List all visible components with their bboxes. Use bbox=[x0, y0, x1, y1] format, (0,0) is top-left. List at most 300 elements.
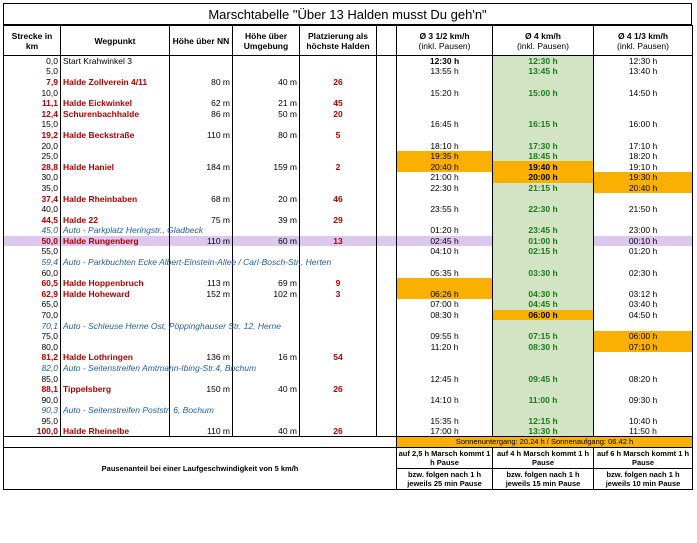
time-speed-3-cell: 17:10 h bbox=[594, 140, 693, 151]
time-speed-3-cell: 02:30 h bbox=[594, 267, 693, 278]
height-um-cell bbox=[233, 119, 300, 130]
time-speed-1-cell bbox=[397, 214, 493, 225]
placement-cell bbox=[300, 395, 377, 406]
placement-cell: 2 bbox=[300, 161, 377, 172]
header-km: Strecke in km bbox=[4, 26, 61, 56]
km-cell: 40,0 bbox=[4, 204, 61, 215]
time-speed-1-cell bbox=[397, 193, 493, 204]
height-um-cell bbox=[233, 87, 300, 98]
waypoint-cell: Auto - Seitenstreifen Amtmann-Ibing-Str.4, Bochum bbox=[61, 363, 170, 374]
footer-speed-3-b: bzw. folgen nach 1 h jeweils 10 min Pause bbox=[594, 469, 693, 490]
table-row bbox=[4, 130, 693, 141]
time-speed-3-cell: 14:50 h bbox=[594, 87, 693, 98]
time-speed-1-cell bbox=[397, 352, 493, 363]
time-speed-3-cell: 20:40 h bbox=[594, 183, 693, 194]
time-speed-3-cell: 04:50 h bbox=[594, 310, 693, 321]
time-speed-2-cell: 04:45 h bbox=[493, 299, 594, 310]
height-nn-cell bbox=[170, 151, 233, 162]
time-speed-1-cell: 06:26 h bbox=[397, 289, 493, 300]
gap-cell bbox=[377, 320, 397, 331]
gap-cell bbox=[377, 405, 397, 416]
table-row bbox=[4, 299, 693, 310]
waypoint-cell: Start Krahwinkel 3 bbox=[61, 56, 170, 67]
time-speed-1-cell: 17:00 h bbox=[397, 426, 493, 437]
time-speed-3-cell: 09:30 h bbox=[594, 395, 693, 406]
height-um-cell bbox=[233, 395, 300, 406]
time-speed-3-cell: 00:10 h bbox=[594, 236, 693, 247]
height-nn-cell bbox=[170, 416, 233, 427]
footer-row-1 bbox=[4, 448, 693, 469]
km-cell: 0,0 bbox=[4, 56, 61, 67]
km-cell: 81,2 bbox=[4, 352, 61, 363]
gap-cell bbox=[377, 183, 397, 194]
time-speed-3-cell: 21:50 h bbox=[594, 204, 693, 215]
header-row bbox=[4, 26, 693, 56]
height-nn-cell bbox=[170, 172, 233, 183]
table-body bbox=[4, 56, 693, 437]
km-cell: 95,0 bbox=[4, 416, 61, 427]
speed-1-sub: (inkl. Pausen) bbox=[418, 40, 471, 51]
waypoint-cell bbox=[61, 172, 170, 183]
time-speed-2-cell: 20:00 h bbox=[493, 172, 594, 183]
table-row bbox=[4, 257, 693, 268]
time-speed-1-cell: 21:00 h bbox=[397, 172, 493, 183]
waypoint-cell bbox=[61, 66, 170, 77]
height-um-cell: 40 m bbox=[233, 77, 300, 88]
time-speed-1-cell: 23:55 h bbox=[397, 204, 493, 215]
header-waypoint: Wegpunkt bbox=[61, 26, 170, 56]
km-cell: 90,3 bbox=[4, 405, 61, 416]
placement-cell bbox=[300, 204, 377, 215]
placement-cell bbox=[300, 331, 377, 342]
km-cell: 45,0 bbox=[4, 225, 61, 236]
height-um-cell bbox=[233, 246, 300, 257]
waypoint-cell bbox=[61, 416, 170, 427]
height-nn-cell bbox=[170, 87, 233, 98]
km-cell: 85,0 bbox=[4, 373, 61, 384]
gap-cell bbox=[377, 66, 397, 77]
time-speed-3-cell: 11:50 h bbox=[594, 426, 693, 437]
height-nn-cell bbox=[170, 246, 233, 257]
km-cell: 75,0 bbox=[4, 331, 61, 342]
speed-2-title: Ø 4 km/h bbox=[525, 30, 561, 41]
time-speed-2-cell: 23:45 h bbox=[493, 225, 594, 236]
time-speed-2-cell bbox=[493, 98, 594, 109]
table-row bbox=[4, 236, 693, 247]
time-speed-2-cell: 21:15 h bbox=[493, 183, 594, 194]
table-row bbox=[4, 310, 693, 321]
time-speed-3-cell: 23:00 h bbox=[594, 225, 693, 236]
table-row bbox=[4, 416, 693, 427]
time-speed-3-cell: 18:20 h bbox=[594, 151, 693, 162]
header-um: Höhe über Umgebung bbox=[233, 26, 300, 56]
time-speed-1-cell: 01:20 h bbox=[397, 225, 493, 236]
table-row bbox=[4, 193, 693, 204]
time-speed-2-cell: 12:15 h bbox=[493, 416, 594, 427]
time-speed-2-cell bbox=[493, 108, 594, 119]
speed-3-title: Ø 4 1/3 km/h bbox=[617, 30, 669, 41]
height-nn-cell bbox=[170, 299, 233, 310]
time-speed-3-cell bbox=[594, 278, 693, 289]
time-speed-3-cell bbox=[594, 108, 693, 119]
time-speed-1-cell: 12:45 h bbox=[397, 373, 493, 384]
km-cell: 100,0 bbox=[4, 426, 61, 437]
time-speed-2-cell: 09:45 h bbox=[493, 373, 594, 384]
header-speed-1 bbox=[397, 26, 493, 56]
gap-cell bbox=[377, 161, 397, 172]
speed-1-title: Ø 3 1/2 km/h bbox=[419, 30, 470, 41]
placement-cell bbox=[300, 119, 377, 130]
time-speed-3-cell: 13:40 h bbox=[594, 66, 693, 77]
table-row bbox=[4, 98, 693, 109]
gap-cell bbox=[377, 151, 397, 162]
height-nn-cell bbox=[170, 267, 233, 278]
waypoint-cell: Schurenbachhalde bbox=[61, 108, 170, 119]
gap-cell bbox=[377, 257, 397, 268]
height-nn-cell: 184 m bbox=[170, 161, 233, 172]
table-row bbox=[4, 352, 693, 363]
waypoint-cell: Halde Rheinelbe bbox=[61, 426, 170, 437]
gap-cell bbox=[377, 395, 397, 406]
time-speed-2-cell bbox=[493, 77, 594, 88]
km-cell: 60,5 bbox=[4, 278, 61, 289]
table-row bbox=[4, 66, 693, 77]
height-nn-cell bbox=[170, 140, 233, 151]
footer-speed-2-b: bzw. folgen nach 1 h jeweils 15 min Pause bbox=[493, 469, 594, 490]
height-nn-cell bbox=[170, 56, 233, 67]
gap-cell bbox=[377, 193, 397, 204]
gap-cell bbox=[377, 130, 397, 141]
table-row bbox=[4, 183, 693, 194]
height-um-cell bbox=[233, 331, 300, 342]
gap-cell bbox=[377, 331, 397, 342]
footer-speed-3-a: auf 6 h Marsch kommt 1 h Pause bbox=[594, 448, 693, 469]
time-speed-3-cell bbox=[594, 363, 693, 374]
speed-2-sub: (inkl. Pausen) bbox=[517, 40, 569, 51]
sun-times: Sonnenuntergang: 20.24 h / Sonnenaufgang: 06.42 h bbox=[397, 437, 693, 448]
height-nn-cell bbox=[170, 183, 233, 194]
waypoint-cell: Halde Rheinbaben bbox=[61, 193, 170, 204]
time-speed-1-cell bbox=[397, 130, 493, 141]
time-speed-2-cell: 15:00 h bbox=[493, 87, 594, 98]
time-speed-2-cell: 04:30 h bbox=[493, 289, 594, 300]
time-speed-2-cell: 18:45 h bbox=[493, 151, 594, 162]
placement-cell bbox=[300, 183, 377, 194]
height-nn-cell bbox=[170, 204, 233, 215]
time-speed-1-cell bbox=[397, 320, 493, 331]
table-row bbox=[4, 56, 693, 67]
gap-cell bbox=[377, 373, 397, 384]
waypoint-cell: Auto - Schleuse Herne Ost, Pöppinghauser Str. 12, Herne bbox=[61, 320, 170, 331]
placement-cell bbox=[300, 87, 377, 98]
placement-cell bbox=[300, 151, 377, 162]
time-speed-1-cell: 04:10 h bbox=[397, 246, 493, 257]
gap-cell bbox=[377, 214, 397, 225]
waypoint-cell bbox=[61, 373, 170, 384]
time-speed-1-cell: 05:35 h bbox=[397, 267, 493, 278]
time-speed-1-cell: 15:35 h bbox=[397, 416, 493, 427]
height-nn-cell: 110 m bbox=[170, 426, 233, 437]
placement-cell bbox=[300, 56, 377, 67]
km-cell: 19,2 bbox=[4, 130, 61, 141]
table-row bbox=[4, 373, 693, 384]
gap-cell bbox=[377, 98, 397, 109]
time-speed-1-cell: 12:30 h bbox=[397, 56, 493, 67]
km-cell: 25,0 bbox=[4, 151, 61, 162]
km-cell: 35,0 bbox=[4, 183, 61, 194]
time-speed-1-cell: 18:10 h bbox=[397, 140, 493, 151]
height-nn-cell bbox=[170, 395, 233, 406]
height-um-cell bbox=[233, 225, 300, 236]
waypoint-cell bbox=[61, 299, 170, 310]
time-speed-2-cell: 19:40 h bbox=[493, 161, 594, 172]
sun-row bbox=[4, 437, 693, 448]
table-row bbox=[4, 320, 693, 331]
height-nn-cell: 110 m bbox=[170, 236, 233, 247]
height-um-cell: 80 m bbox=[233, 130, 300, 141]
march-table bbox=[3, 25, 693, 490]
placement-cell bbox=[300, 310, 377, 321]
time-speed-3-cell bbox=[594, 257, 693, 268]
km-cell: 90,0 bbox=[4, 395, 61, 406]
placement-cell bbox=[300, 342, 377, 353]
time-speed-1-cell: 07:00 h bbox=[397, 299, 493, 310]
time-speed-3-cell: 16:00 h bbox=[594, 119, 693, 130]
time-speed-2-cell bbox=[493, 405, 594, 416]
height-um-cell bbox=[233, 172, 300, 183]
gap-cell bbox=[377, 384, 397, 395]
km-cell: 55,0 bbox=[4, 246, 61, 257]
placement-cell bbox=[300, 246, 377, 257]
time-speed-1-cell: 19:35 h bbox=[397, 151, 493, 162]
time-speed-2-cell bbox=[493, 363, 594, 374]
gap-cell bbox=[377, 342, 397, 353]
waypoint-cell bbox=[61, 310, 170, 321]
placement-cell: 20 bbox=[300, 108, 377, 119]
height-um-cell bbox=[233, 204, 300, 215]
placement-cell bbox=[300, 66, 377, 77]
waypoint-cell: Halde Hoheward bbox=[61, 289, 170, 300]
waypoint-cell: Halde Eickwinkel bbox=[61, 98, 170, 109]
gap-cell bbox=[377, 56, 397, 67]
km-cell: 70,1 bbox=[4, 320, 61, 331]
km-cell: 5,0 bbox=[4, 66, 61, 77]
height-nn-cell: 68 m bbox=[170, 193, 233, 204]
table-row bbox=[4, 363, 693, 374]
waypoint-cell: Auto - Seitenstreifen Poststr. 6, Bochum bbox=[61, 405, 170, 416]
time-speed-2-cell: 16:15 h bbox=[493, 119, 594, 130]
km-cell: 7,9 bbox=[4, 77, 61, 88]
placement-cell: 45 bbox=[300, 98, 377, 109]
time-speed-2-cell: 17:30 h bbox=[493, 140, 594, 151]
km-cell: 70,0 bbox=[4, 310, 61, 321]
km-cell: 11,1 bbox=[4, 98, 61, 109]
gap-cell bbox=[377, 352, 397, 363]
time-speed-2-cell: 03:30 h bbox=[493, 267, 594, 278]
height-um-cell: 60 m bbox=[233, 236, 300, 247]
waypoint-cell bbox=[61, 204, 170, 215]
time-speed-1-cell: 11:20 h bbox=[397, 342, 493, 353]
time-speed-2-cell bbox=[493, 384, 594, 395]
time-speed-2-cell bbox=[493, 193, 594, 204]
height-nn-cell: 75 m bbox=[170, 214, 233, 225]
km-cell: 60,0 bbox=[4, 267, 61, 278]
km-cell: 65,0 bbox=[4, 299, 61, 310]
waypoint-cell: Halde Rungenberg bbox=[61, 236, 170, 247]
time-speed-1-cell: 02:45 h bbox=[397, 236, 493, 247]
table-row bbox=[4, 384, 693, 395]
time-speed-2-cell: 11:00 h bbox=[493, 395, 594, 406]
time-speed-3-cell: 03:12 h bbox=[594, 289, 693, 300]
time-speed-3-cell bbox=[594, 77, 693, 88]
height-nn-cell bbox=[170, 331, 233, 342]
time-speed-2-cell: 07:15 h bbox=[493, 331, 594, 342]
time-speed-3-cell: 07:10 h bbox=[594, 342, 693, 353]
height-um-cell bbox=[233, 267, 300, 278]
time-speed-1-cell bbox=[397, 77, 493, 88]
placement-cell: 3 bbox=[300, 289, 377, 300]
gap-cell bbox=[377, 289, 397, 300]
height-um-cell: 21 m bbox=[233, 98, 300, 109]
time-speed-1-cell: 20:40 h bbox=[397, 161, 493, 172]
placement-cell: 46 bbox=[300, 193, 377, 204]
speed-3-sub: (inkl. Pausen) bbox=[617, 40, 669, 51]
sun-gap bbox=[377, 437, 397, 448]
gap-cell bbox=[377, 108, 397, 119]
header-speed-3 bbox=[594, 26, 693, 56]
gap-cell bbox=[377, 310, 397, 321]
placement-cell bbox=[300, 225, 377, 236]
height-um-cell bbox=[233, 342, 300, 353]
gap-cell bbox=[377, 204, 397, 215]
time-speed-2-cell: 06:00 h bbox=[493, 310, 594, 321]
time-speed-3-cell: 08:20 h bbox=[594, 373, 693, 384]
waypoint-cell: Halde 22 bbox=[61, 214, 170, 225]
time-speed-2-cell: 22:30 h bbox=[493, 204, 594, 215]
km-cell: 12,4 bbox=[4, 108, 61, 119]
time-speed-3-cell: 19:10 h bbox=[594, 161, 693, 172]
height-um-cell bbox=[233, 56, 300, 67]
height-um-cell bbox=[233, 373, 300, 384]
placement-cell bbox=[300, 140, 377, 151]
table-row bbox=[4, 289, 693, 300]
time-speed-1-cell bbox=[397, 363, 493, 374]
waypoint-cell: Halde Hoppenbruch bbox=[61, 278, 170, 289]
table-row bbox=[4, 395, 693, 406]
waypoint-cell bbox=[61, 331, 170, 342]
sheet-title: Marschtabelle "Über 13 Halden musst Du geh'n" bbox=[3, 3, 692, 25]
time-speed-3-cell bbox=[594, 405, 693, 416]
waypoint-cell: Tippelsberg bbox=[61, 384, 170, 395]
gap-cell bbox=[377, 426, 397, 437]
height-nn-cell: 86 m bbox=[170, 108, 233, 119]
table-row bbox=[4, 278, 693, 289]
time-speed-2-cell: 13:30 h bbox=[493, 426, 594, 437]
height-um-cell bbox=[233, 299, 300, 310]
footer-label: Pausenanteil bei einer Laufgeschwindigkeit von 5 km/h bbox=[4, 448, 397, 490]
table-row bbox=[4, 225, 693, 236]
march-table-sheet bbox=[3, 3, 692, 490]
table-row bbox=[4, 140, 693, 151]
table-row bbox=[4, 267, 693, 278]
time-speed-2-cell bbox=[493, 257, 594, 268]
height-nn-cell bbox=[170, 310, 233, 321]
waypoint-cell bbox=[61, 140, 170, 151]
km-cell: 50,0 bbox=[4, 236, 61, 247]
height-um-cell: 39 m bbox=[233, 214, 300, 225]
placement-cell bbox=[300, 373, 377, 384]
time-speed-1-cell bbox=[397, 257, 493, 268]
time-speed-3-cell: 19:30 h bbox=[594, 172, 693, 183]
gap-cell bbox=[377, 299, 397, 310]
height-nn-cell bbox=[170, 342, 233, 353]
height-nn-cell: 80 m bbox=[170, 77, 233, 88]
time-speed-1-cell: 15:20 h bbox=[397, 87, 493, 98]
height-um-cell bbox=[233, 183, 300, 194]
time-speed-2-cell bbox=[493, 278, 594, 289]
table-row bbox=[4, 108, 693, 119]
gap-cell bbox=[377, 278, 397, 289]
time-speed-3-cell: 10:40 h bbox=[594, 416, 693, 427]
km-cell: 28,8 bbox=[4, 161, 61, 172]
footer-speed-1-b: bzw. folgen nach 1 h jeweils 25 min Pause bbox=[397, 469, 493, 490]
gap-cell bbox=[377, 236, 397, 247]
placement-cell: 26 bbox=[300, 426, 377, 437]
height-um-cell bbox=[233, 405, 300, 416]
placement-cell: 29 bbox=[300, 214, 377, 225]
placement-cell bbox=[300, 363, 377, 374]
height-um-cell bbox=[233, 66, 300, 77]
time-speed-3-cell: 12:30 h bbox=[594, 56, 693, 67]
table-row bbox=[4, 246, 693, 257]
time-speed-3-cell bbox=[594, 214, 693, 225]
time-speed-1-cell bbox=[397, 405, 493, 416]
sun-spacer bbox=[4, 437, 377, 448]
table-row bbox=[4, 119, 693, 130]
table-row bbox=[4, 151, 693, 162]
placement-cell bbox=[300, 416, 377, 427]
waypoint-cell bbox=[61, 119, 170, 130]
time-speed-1-cell bbox=[397, 278, 493, 289]
waypoint-cell bbox=[61, 87, 170, 98]
table-row bbox=[4, 342, 693, 353]
time-speed-3-cell bbox=[594, 384, 693, 395]
height-nn-cell: 110 m bbox=[170, 130, 233, 141]
height-um-cell: 159 m bbox=[233, 161, 300, 172]
time-speed-3-cell: 01:20 h bbox=[594, 246, 693, 257]
km-cell: 37,4 bbox=[4, 193, 61, 204]
time-speed-1-cell: 22:30 h bbox=[397, 183, 493, 194]
km-cell: 30,0 bbox=[4, 172, 61, 183]
height-nn-cell: 150 m bbox=[170, 384, 233, 395]
time-speed-1-cell: 08:30 h bbox=[397, 310, 493, 321]
height-nn-cell: 113 m bbox=[170, 278, 233, 289]
time-speed-1-cell: 09:55 h bbox=[397, 331, 493, 342]
time-speed-2-cell bbox=[493, 214, 594, 225]
placement-cell bbox=[300, 172, 377, 183]
km-cell: 20,0 bbox=[4, 140, 61, 151]
header-place: Platzierung als höchste Halden bbox=[300, 26, 377, 56]
time-speed-2-cell: 02:15 h bbox=[493, 246, 594, 257]
height-um-cell: 16 m bbox=[233, 352, 300, 363]
placement-cell: 5 bbox=[300, 130, 377, 141]
table-row bbox=[4, 426, 693, 437]
table-row bbox=[4, 331, 693, 342]
placement-cell: 13 bbox=[300, 236, 377, 247]
waypoint-cell bbox=[61, 342, 170, 353]
time-speed-3-cell bbox=[594, 193, 693, 204]
time-speed-1-cell bbox=[397, 108, 493, 119]
